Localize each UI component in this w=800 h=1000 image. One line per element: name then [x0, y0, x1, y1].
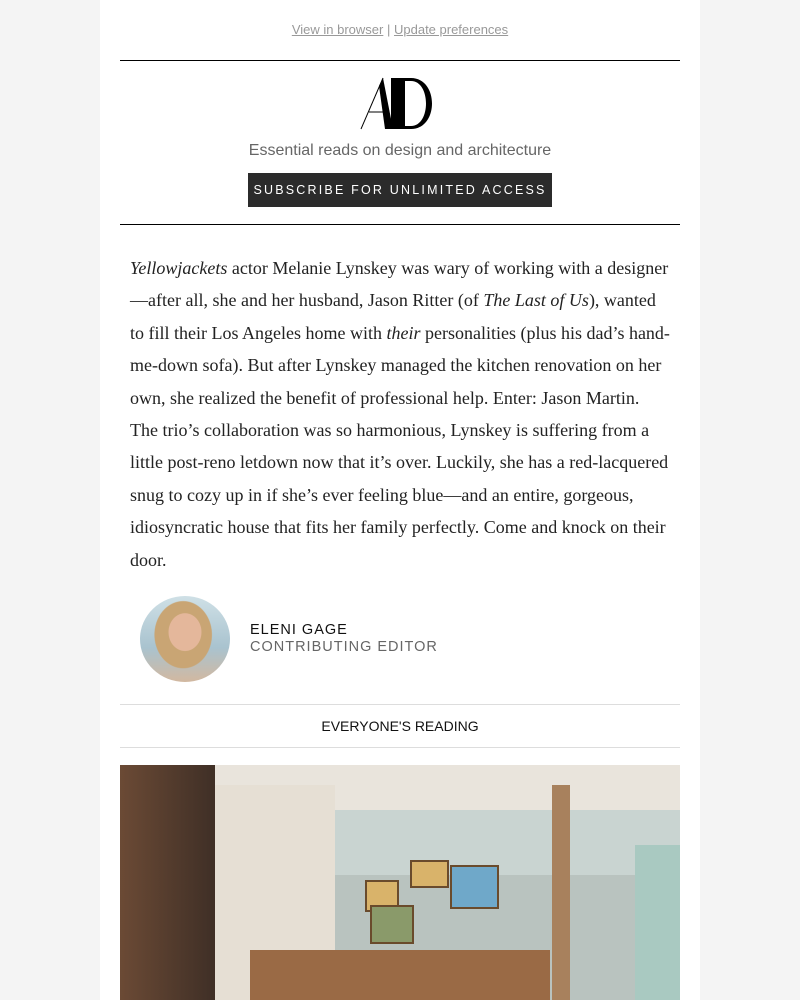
divider [120, 704, 680, 705]
picture-frame [450, 865, 499, 909]
author-role: CONTRIBUTING EDITOR [250, 639, 438, 655]
article-line [130, 479, 690, 511]
ad-logo[interactable] [100, 76, 700, 135]
article-line [130, 414, 690, 446]
text: idiosyncratic house that fits her family perfectly. Come and knock on their [130, 517, 666, 538]
text: personalities (plus his dad’s hand- [420, 322, 670, 343]
top-links [100, 22, 700, 37]
article-line [130, 252, 690, 284]
article-line [130, 382, 690, 414]
article-hero-image[interactable] [120, 765, 680, 1000]
text: little post-reno letdown now that it’s over. Luckily, she has a red-lacquered [130, 452, 669, 473]
update-preferences-link[interactable]: Update preferences [393, 22, 509, 37]
text: actor Melanie Lynskey was wary of working with a designer [227, 258, 669, 278]
text: own, she realized the benefit of professional help. Enter: Jason Martin. [130, 387, 640, 408]
text: to fill their Los Angeles home with [130, 322, 387, 343]
italic-text: Yellowjackets [130, 258, 228, 278]
article-line [130, 544, 690, 576]
bookshelf [120, 765, 215, 1000]
section-title: EVERYONE'S READING [321, 718, 479, 734]
door [635, 845, 680, 1000]
italic-text: The Last of Us [483, 290, 589, 311]
divider [120, 747, 680, 748]
article-line [130, 446, 690, 478]
subscribe-button[interactable]: SUBSCRIBE FOR UNLIMITED ACCESS [248, 173, 552, 207]
author-avatar [140, 596, 230, 682]
divider [120, 60, 680, 61]
text: The trio’s collaboration was so harmonious, Lynskey is suffering from a [130, 419, 650, 440]
article-line [130, 511, 690, 543]
text: snug to cozy up in if she’s ever feeling blue—and an entire, gorgeous, [130, 484, 634, 505]
separator: | [386, 22, 391, 37]
article-body [130, 252, 690, 576]
article-line [130, 284, 690, 316]
text: ), wanted [588, 290, 656, 311]
view-in-browser-link[interactable]: View in browser [291, 22, 384, 37]
italic-text: their [386, 322, 421, 343]
text: —after all, she and her husband, Jason Ritter (of [130, 290, 484, 311]
text: me-down sofa). But after Lynskey managed the kitchen renovation on her [130, 355, 662, 376]
wooden-beam [552, 785, 570, 1000]
sofa [250, 950, 550, 1000]
article-line [130, 349, 690, 381]
tagline: Essential reads on design and architecture [248, 142, 552, 159]
picture-frame [410, 860, 449, 888]
picture-frame [370, 905, 414, 944]
article-line [130, 317, 690, 349]
email-container [100, 0, 700, 1000]
author-name[interactable]: ELENI GAGE [250, 622, 348, 638]
text: door. [130, 549, 167, 570]
divider [120, 224, 680, 225]
